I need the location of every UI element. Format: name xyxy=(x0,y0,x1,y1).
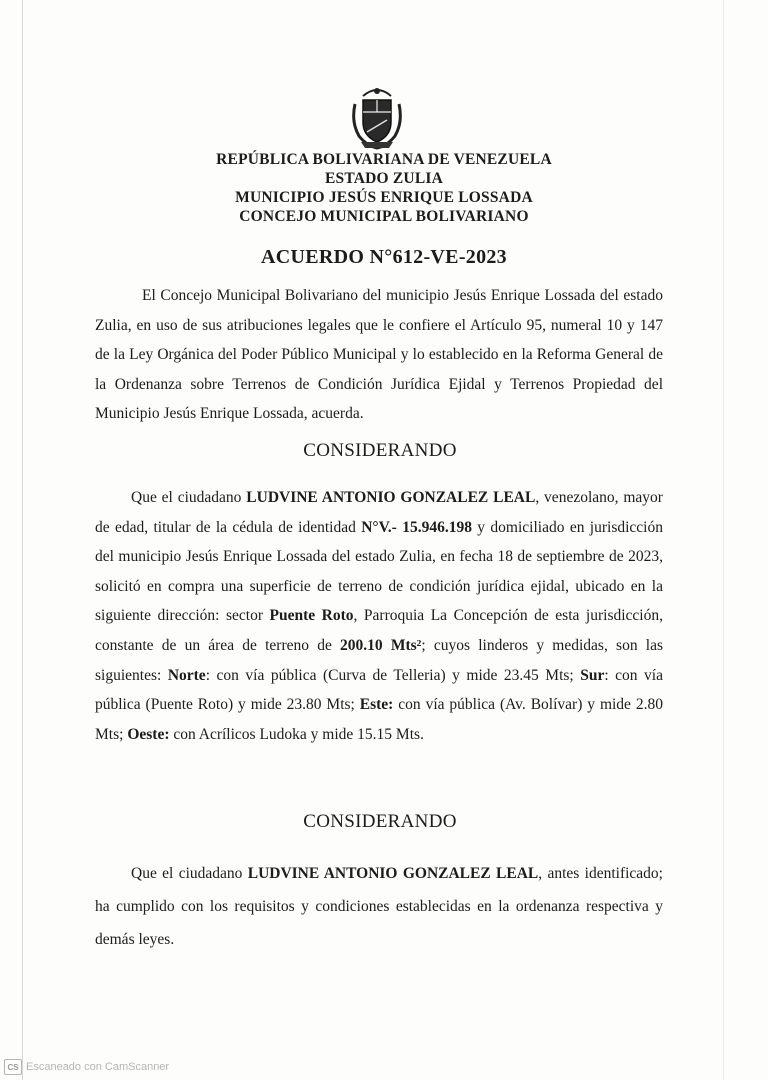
header-republic: REPÚBLICA BOLIVARIANA DE VENEZUELA xyxy=(216,151,552,168)
scanner-watermark xyxy=(4,1059,169,1075)
citizen-name: LUDVINE ANTONIO GONZALEZ LEAL xyxy=(246,489,536,506)
header-municipality: MUNICIPIO JESÚS ENRIQUE LOSSADA xyxy=(235,189,533,206)
considerando-heading-1: CONSIDERANDO xyxy=(303,440,457,461)
intro-text: El Concejo Municipal Bolivariano del municipio Jesús Enrique Lossada del estado Zulia, en uso de sus atribuciones legales que le confiere el Artículo 95, numeral 10 y 147 de la Ley Orgánica del Poder Público Municipal y lo establecido en la Reforma General de la Ordenanza sobre Terrenos de Condición Jurídica Ejidal y Terrenos Propiedad del Municipio Jesús Enrique Lossada, acuerda. xyxy=(95,287,663,422)
considerando-paragraph-1: Que el ciudadano LUDVINE ANTONIO GONZALEZ LEAL, venezolano, mayor de edad, titular de la cédula de identidad N°V.- 15.946.198 y domiciliado en jurisdicción del municipio Jesús Enrique Lossada del estado Zulia, en fecha 18 de septiembre de 2023, solicitó en compra una superficie de terreno de condición jurídica ejidal, ubicado en la siguiente dirección: sector Puente Roto, Parroquia La Concepción de esta jurisdicción, constante de un área de terreno de 200.10 Mts²; cuyos linderos y medidas, son las siguientes: Norte: con vía pública (Curva de Telleria) y mide 23.45 Mts; Sur: con vía pública (Puente Roto) y mide 23.80 Mts; Este: con vía pública (Av. Bolívar) y mide 2.80 Mts; Oeste: con Acrílicos Ludoka y mide 15.15 Mts. xyxy=(95,489,663,743)
document-header xyxy=(0,150,768,226)
land-area: 200.10 Mts² xyxy=(340,636,422,654)
south-label: Sur xyxy=(580,666,605,684)
intro-paragraph xyxy=(95,281,663,429)
east-label: Este: xyxy=(359,696,394,714)
camscanner-logo: CS xyxy=(4,1059,22,1075)
header-council: CONCEJO MUNICIPAL BOLIVARIANO xyxy=(239,208,529,225)
sector-name: Puente Roto xyxy=(269,607,354,625)
scanner-text: Escaneado con CamScanner xyxy=(26,1061,170,1073)
agreement-title: ACUERDO N°612-VE-2023 xyxy=(261,246,507,268)
citizen-name-2: LUDVINE ANTONIO GONZALEZ LEAL xyxy=(247,865,539,882)
considerando-paragraph-2: Que el ciudadano LUDVINE ANTONIO GONZALEZ LEAL, antes identificado; ha cumplido con los requisitos y condiciones establecidas en la ordenanza respectiva y demás leyes. xyxy=(95,865,663,948)
coat-of-arms-icon xyxy=(349,82,405,152)
north-label: Norte xyxy=(167,666,206,684)
id-number: N°V.- 15.946.198 xyxy=(361,518,472,536)
west-label: Oeste: xyxy=(127,725,170,743)
header-state: ESTADO ZULIA xyxy=(325,170,443,187)
considerando-heading-2: CONSIDERANDO xyxy=(303,811,457,832)
